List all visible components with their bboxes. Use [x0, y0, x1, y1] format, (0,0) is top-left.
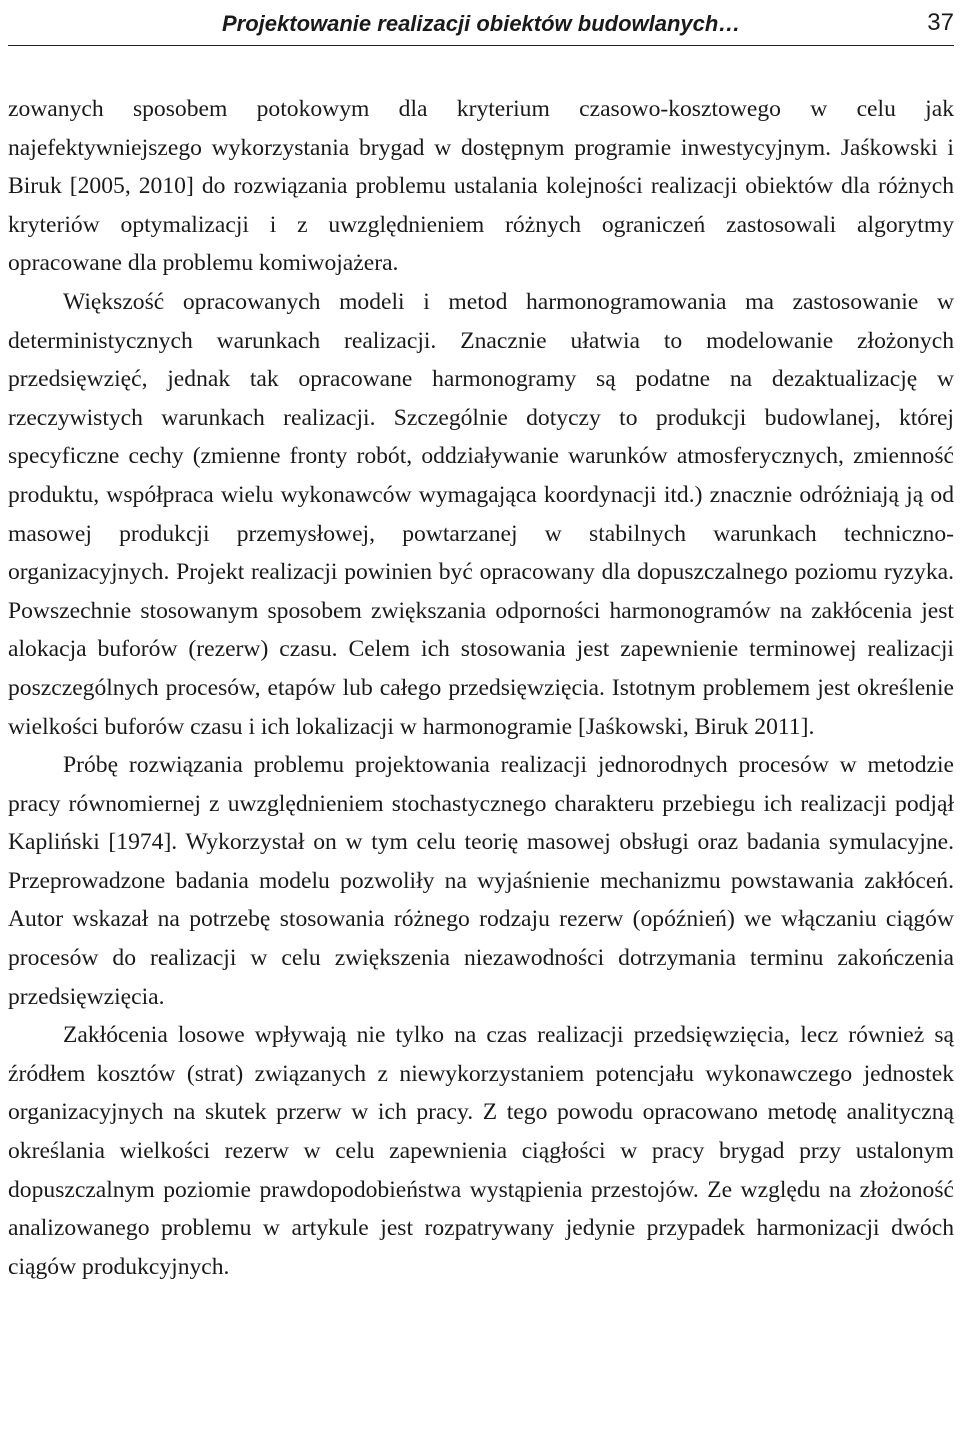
page-number: 37	[927, 9, 954, 36]
document-page	[8, 0, 954, 1450]
paragraph: Próbę rozwiązania problemu projektowania realizacji jednorodnych procesów w metodzie pracy równomiernej z uwzględnieniem stochastycznego charakteru przebiegu ich realizacji podjął Kapliński [1974]. Wykorzystał on w tym celu teorię masowej obsługi oraz badania symulacyjne. Przeprowadzone badania modelu pozwoliły na wyjaśnienie mechanizmu powstawania zakłóceń. Autor wskazał na potrzebę stosowania różnego rodzaju rezerw (opóźnień) we włączaniu ciągów procesów do realizacji w celu zwiększenia niezawodności dotrzymania terminu zakończenia przedsięwzięcia.	[8, 752, 954, 1010]
running-title: Projektowanie realizacji obiektów budowlanych…	[222, 11, 741, 36]
body-text	[8, 90, 954, 1286]
paragraph: Większość opracowanych modeli i metod harmonogramowania ma zastosowanie w deterministycznych warunkach realizacji. Znacznie ułatwia to modelowanie złożonych przedsięwzięć, jednak tak opracowane harmonogramy są podatne na dezaktualizację w rzeczywistych warunkach realizacji. Szczególnie dotyczy to produkcji budowlanej, której specyficzne cechy (zmienne fronty robót, oddziaływanie warunków atmosferycznych, zmienność produktu, współpraca wielu wykonawców wymagająca koordynacji itd.) znacznie odróżniają ją od masowej produkcji przemysłowej, powtarzanej w stabilnych warunkach techniczno-organizacyjnych. Projekt realizacji powinien być opracowany dla dopuszczalnego poziomu ryzyka. Powszechnie stosowanym sposobem zwiększania odporności harmonogramów na zakłócenia jest alokacja buforów (rezerw) czasu. Celem ich stosowania jest zapewnienie terminowej realizacji poszczególnych procesów, etapów lub całego przedsięwzięcia. Istotnym problemem jest określenie wielkości buforów czasu i ich lokalizacji w harmonogramie [Jaśkowski, Biruk 2011].	[8, 288, 954, 740]
paragraph: Zakłócenia losowe wpływają nie tylko na czas realizacji przedsięwzięcia, lecz również są źródłem kosztów (strat) związanych z niewykorzystaniem potencjału wykonawczego jednostek organizacyjnych na skutek przerw w ich pracy. Z tego powodu opracowano metodę analityczną określania wielkości rezerw w celu zapewnienia ciągłości w pracy brygad przy ustalonym dopuszczalnym poziomie prawdopodobieństwa wystąpienia przestojów. Ze względu na złożoność analizowanego problemu w artykule jest rozpatrywany jedynie przypadek harmonizacji dwóch ciągów produkcyjnych.	[8, 1022, 954, 1280]
paragraph-continuation: zowanych sposobem potokowym dla kryterium czasowo-kosztowego w celu jak najefektywniejszego wykorzystania brygad w dostępnym programie inwestycyjnym. Jaśkowski i Biruk [2005, 2010] do rozwiązania problemu ustalania kolejności realizacji obiektów dla różnych kryteriów optymalizacji i z uwzględnieniem różnych ograniczeń zastosowali algorytmy opracowane dla problemu komiwojażera.	[8, 96, 954, 277]
running-header	[8, 0, 954, 46]
